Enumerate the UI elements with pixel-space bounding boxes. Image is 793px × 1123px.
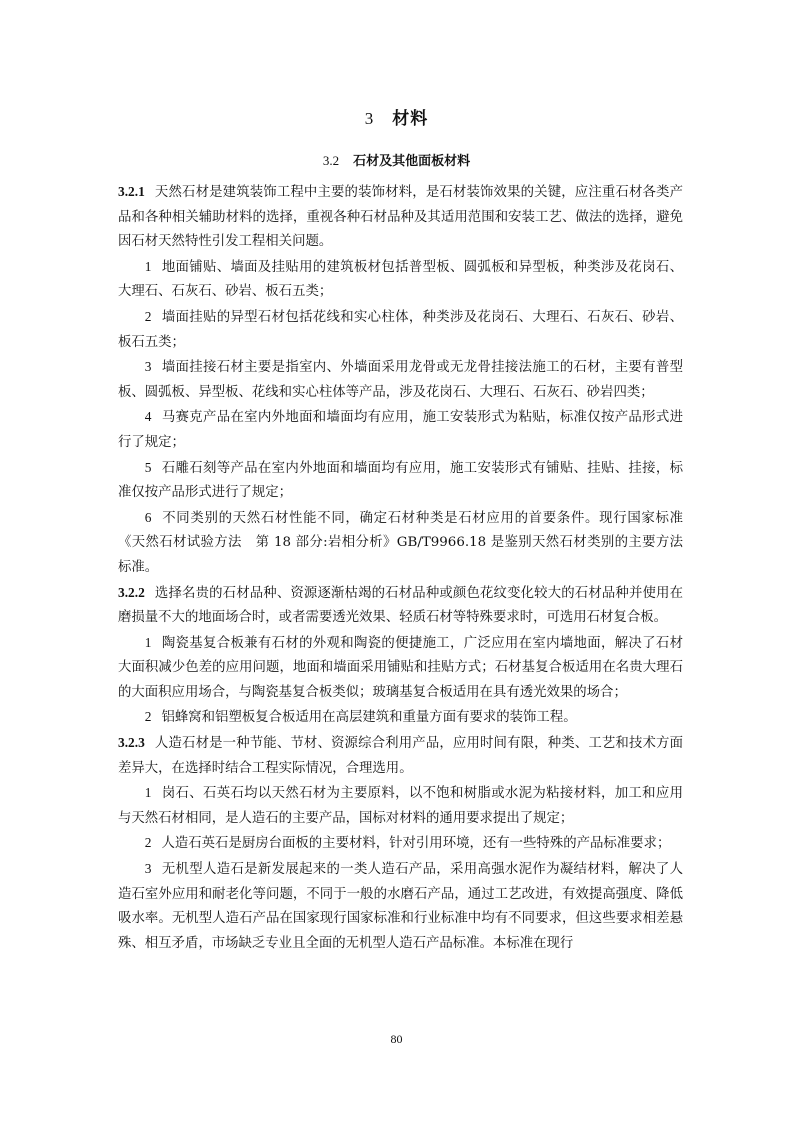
item-number: 1 bbox=[144, 258, 152, 274]
item-number: 3 bbox=[144, 861, 152, 877]
item-number: 4 bbox=[144, 409, 152, 425]
item-number: 2 bbox=[144, 709, 152, 725]
clause-paragraph bbox=[118, 581, 683, 631]
item-number: 1 bbox=[144, 785, 152, 801]
body-text bbox=[118, 180, 683, 956]
item-text: 马赛克产品在室内外地面和墙面均有应用，施工安装形式为粘贴，标准仅按产品形式进行了规定； bbox=[118, 410, 683, 450]
item-number: 2 bbox=[144, 308, 152, 324]
section-title: 石材及其他面板材料 bbox=[353, 154, 471, 169]
list-item bbox=[118, 456, 683, 506]
section-number: 3.2 bbox=[322, 153, 340, 168]
item-text: 陶瓷基复合板兼有石材的外观和陶瓷的便捷施工，广泛应用在室内墙地面，解决了石材大面积减少色差的应用问题，地面和墙面采用铺贴和挂贴方式；石材基复合板适用在名贵大理石的大面积应用场合，与陶瓷基复合板类似；玻璃基复合板适用在具有透光效果的场合； bbox=[118, 635, 683, 700]
item-text: 墙面挂接石材主要是指室内、外墙面采用龙骨或无龙骨挂接法施工的石材，主要有普型板、圆弧板、异型板、花线和实心柱体等产品，涉及花岗石、大理石、石灰石、砂岩四类； bbox=[118, 360, 683, 400]
item-number: 3 bbox=[144, 359, 152, 375]
item-number: 1 bbox=[144, 634, 152, 650]
page-number: 80 bbox=[390, 1032, 403, 1046]
clause-number: 3.2.1 bbox=[118, 184, 145, 199]
item-text: 无机型人造石是新发展起来的一类人造石产品，采用高强水泥作为凝结材料，解决了人造石室外应用和耐老化等问题，不同于一般的水磨石产品，通过工艺改进，有效提高强度、降低吸水率。无机型人造石产品在国家现行国家标准和行业标准中均有不同要求，但这些要求相差悬殊、相互矛盾，市场缺乏专业且全面的无机型人造石产品标准。本标准在现行 bbox=[118, 862, 683, 951]
item-number: 2 bbox=[144, 835, 152, 851]
clause-text: 天然石材是建筑装饰工程中主要的装饰材料，是石材装饰效果的关键，应注重石材各类产品和各种相关辅助材料的选择，重视各种石材品种及其适用范围和安装工艺、做法的选择，避免因石材天然特性引发工程相关问题。 bbox=[118, 185, 683, 250]
item-text: 石雕石刻等产品在室内外地面和墙面均有应用，施工安装形式有铺贴、挂贴、挂接，标准仅按产品形式进行了规定； bbox=[118, 460, 683, 501]
clause-paragraph bbox=[118, 731, 683, 781]
item-text: 墙面挂贴的异型石材包括花线和实心柱体，种类涉及花岗石、大理石、石灰石、砂岩、板石五类； bbox=[118, 309, 683, 350]
list-item bbox=[118, 506, 683, 581]
chapter-title: 材料 bbox=[392, 109, 429, 129]
list-item bbox=[118, 781, 683, 831]
clause-text: 人造石材是一种节能、节材、资源综合利用产品，应用时间有限，种类、工艺和技术方面差异大，在选择时结合工程实际情况，合理选用。 bbox=[118, 736, 683, 776]
item-text: 铝蜂窝和铝塑板复合板适用在高层建筑和重量方面有要求的装饰工程。 bbox=[161, 710, 577, 726]
clause-number: 3.2.2 bbox=[118, 584, 145, 600]
item-number: 5 bbox=[144, 459, 152, 475]
clause-paragraph bbox=[118, 180, 683, 255]
list-item bbox=[118, 831, 683, 857]
section-heading bbox=[0, 150, 793, 169]
list-item bbox=[118, 631, 683, 706]
chapter-number: 3 bbox=[364, 109, 375, 128]
item-text: 岗石、石英石均以天然石材为主要原料，以不饱和树脂或水泥为粘接材料，加工和应用与天然石材相同，是人造石的主要产品，国标对材料的通用要求提出了规定； bbox=[118, 786, 683, 826]
item-text: 地面铺贴、墙面及挂贴用的建筑板材包括普型板、圆弧板和异型板，种类涉及花岗石、大理石、石灰石、砂岩、板石五类； bbox=[118, 259, 683, 300]
list-item bbox=[118, 305, 683, 355]
list-item bbox=[118, 705, 683, 731]
list-item bbox=[118, 255, 683, 305]
item-number: 6 bbox=[144, 509, 152, 525]
clause-text: 选择名贵的石材品种、资源逐渐枯竭的石材品种或颜色花纹变化较大的石材品种并使用在磨损量不大的地面场合时，或者需要透光效果、轻质石材等特殊要求时，可选用石材复合板。 bbox=[118, 585, 683, 626]
list-item bbox=[118, 857, 683, 956]
item-text: 不同类别的天然石材性能不同，确定石材种类是石材应用的首要条件。现行国家标准《天然石材试验方法 第 18 部分:岩相分析》GB/T9966.18 是鉴别天然石材类别的主要方法标准。 bbox=[118, 510, 683, 575]
chapter-heading bbox=[0, 104, 793, 129]
item-text: 人造石英石是厨房台面板的主要材料，针对引用环境，还有一些特殊的产品标准要求； bbox=[161, 836, 671, 852]
list-item bbox=[118, 355, 683, 405]
clause-number: 3.2.3 bbox=[118, 735, 145, 751]
list-item bbox=[118, 405, 683, 455]
